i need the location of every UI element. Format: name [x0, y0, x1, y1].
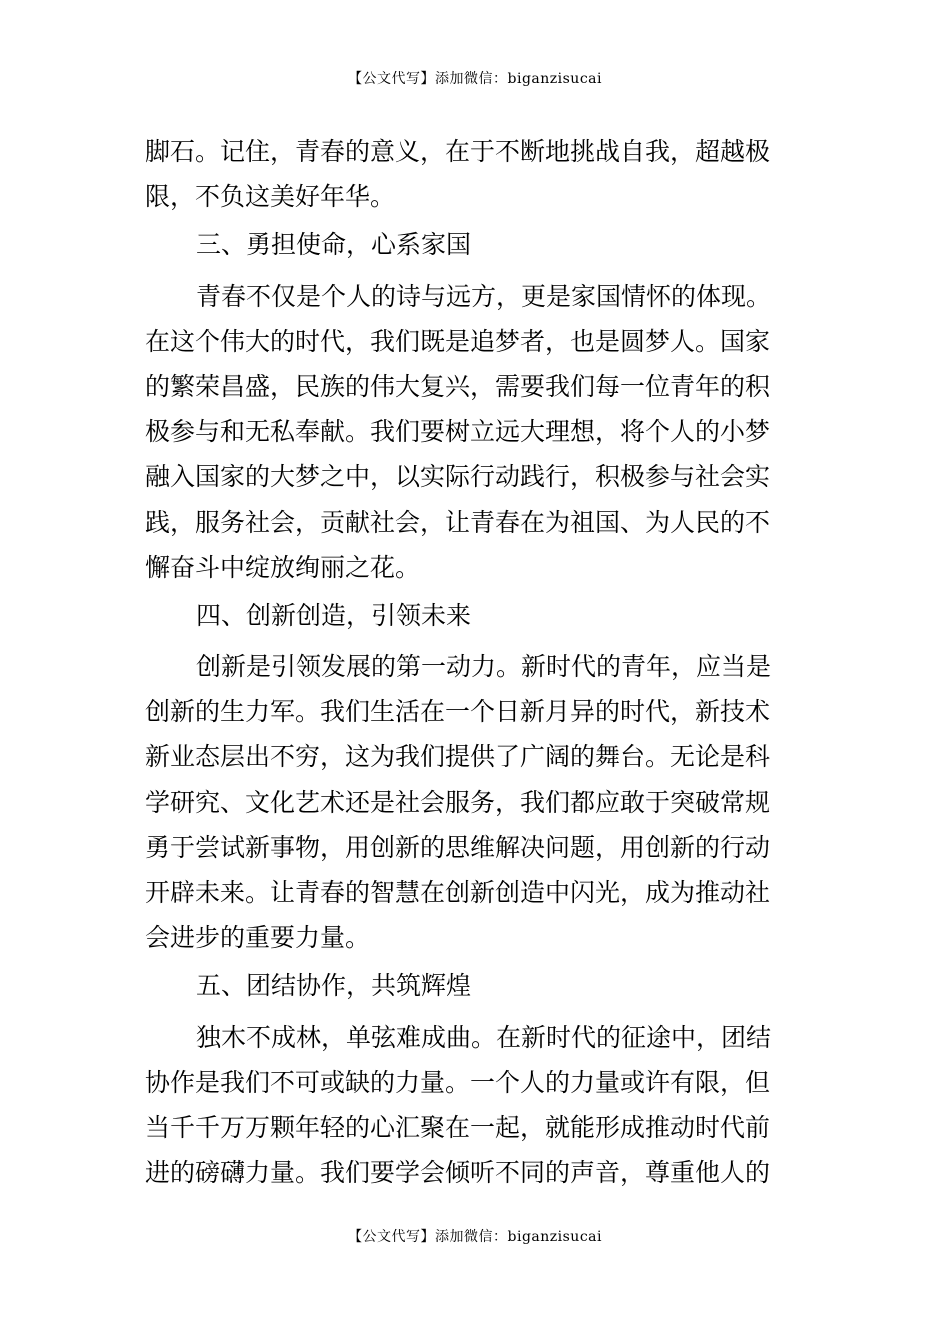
page-header: 【公文代写】添加微信：biganzisucai: [348, 71, 602, 87]
text-line: 创新的生力军。我们生活在一个日新月异的时代，新技术: [145, 697, 771, 727]
text-line: 开辟未来。让青春的智慧在创新创造中闪光，成为推动社: [145, 878, 771, 907]
text-line: 创新是引领发展的第一动力。新时代的青年，应当是: [196, 652, 772, 682]
text-line: 新业态层出不穷，这为我们提供了广阔的舞台。无论是科: [145, 742, 771, 772]
text-line: 懈奋斗中绽放绚丽之花。: [145, 552, 421, 582]
text-line: 勇于尝试新事物，用创新的思维解决问题，用创新的行动: [145, 832, 771, 862]
text-line: 脚石。记住，青春的意义，在于不断地挑战自我，超越极: [145, 137, 771, 166]
text-line: 融入国家的大梦之中，以实际行动践行，积极参与社会实: [145, 462, 771, 492]
section-heading: 五、团结协作，共筑辉煌: [196, 971, 472, 1001]
section-heading: 三、勇担使命，心系家国: [196, 230, 472, 260]
text-line: 限，不负这美好年华。: [145, 182, 396, 212]
text-line: 的繁荣昌盛，民族的伟大复兴，需要我们每一位青年的积: [145, 371, 771, 401]
text-line: 进的磅礴力量。我们要学会倾听不同的声音，尊重他人的: [145, 1158, 771, 1188]
text-line: 学研究、文化艺术还是社会服务，我们都应敢于突破常规: [145, 787, 771, 817]
text-line: 践，服务社会，贡献社会，让青春在为祖国、为人民的不: [145, 507, 771, 537]
text-line: 极参与和无私奉献。我们要树立远大理想，将个人的小梦: [145, 417, 771, 447]
page-footer: 【公文代写】添加微信：biganzisucai: [348, 1229, 602, 1245]
text-line: 独木不成林，单弦难成曲。在新时代的征途中，团结: [196, 1022, 772, 1052]
text-line: 在这个伟大的时代，我们既是追梦者，也是圆梦人。国家: [145, 326, 771, 356]
text-line: 青春不仅是个人的诗与远方，更是家国情怀的体现。: [196, 281, 772, 311]
text-line: 当千千万万颗年轻的心汇聚在一起，就能形成推动时代前: [145, 1112, 771, 1142]
document-body: [145, 129, 807, 1195]
text-line: 会进步的重要力量。: [145, 923, 371, 953]
section-heading: 四、创新创造，引领未来: [196, 600, 472, 630]
text-line: 协作是我们不可或缺的力量。一个人的力量或许有限，但: [145, 1067, 771, 1097]
